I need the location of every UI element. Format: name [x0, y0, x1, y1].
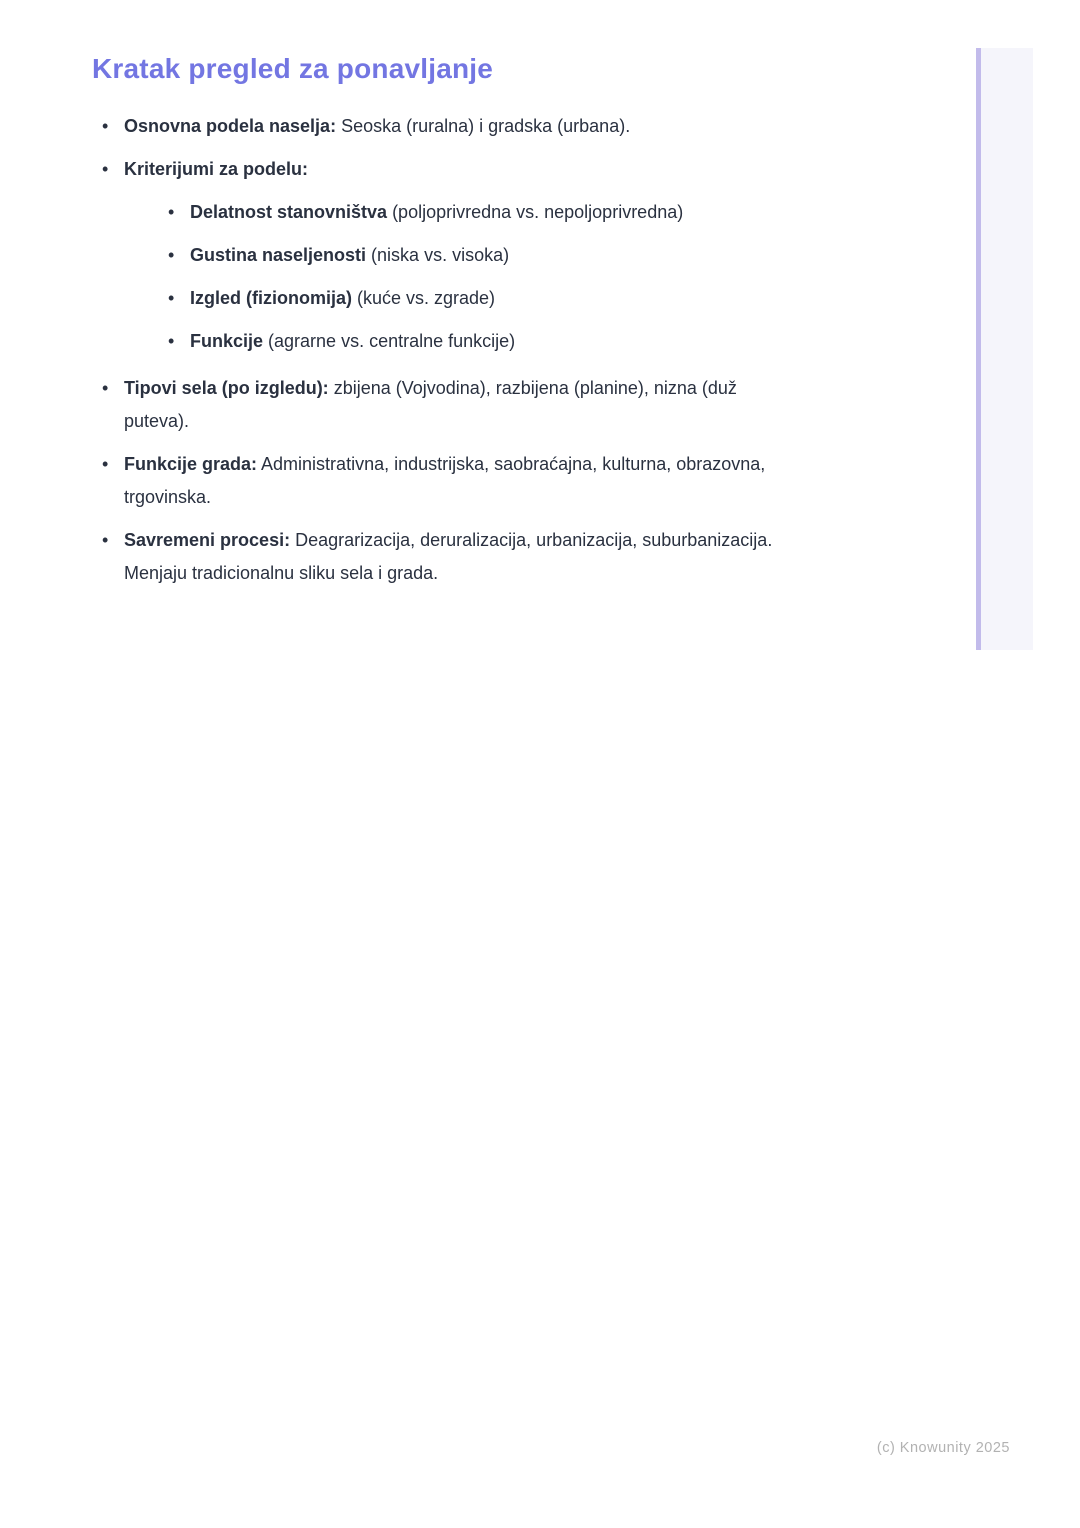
bullet-icon: •: [168, 202, 175, 222]
bullet-icon: •: [168, 245, 175, 265]
list-item-label: Savremeni procesi:: [124, 530, 291, 550]
sub-list-item-text: (niska vs. visoka): [366, 245, 510, 265]
list-item-text: Administrativna, industrijska, saobraćajna, kulturna, obrazovna, trgovinska.: [124, 454, 766, 507]
sub-list-item-label: Izgled (fizionomija): [190, 288, 352, 308]
bullet-icon: •: [102, 454, 109, 474]
page-title: Kratak pregled za ponavljanje: [92, 53, 494, 84]
sub-list: [158, 196, 790, 358]
list-item: [92, 524, 790, 590]
list-item: [92, 110, 790, 143]
sub-list-item-label: Funkcije: [190, 331, 264, 351]
right-accent-panel: [976, 48, 1033, 650]
list-item: [92, 153, 790, 358]
list-item-label: Funkcije grada:: [124, 454, 258, 474]
document-content: [92, 54, 790, 600]
list-item-text: Deagrarizacija, deruralizacija, urbanizacija, suburbanizacija. Menjaju tradicionalnu sliku sela i grada.: [124, 530, 773, 583]
list-item-text: zbijena (Vojvodina), razbijena (planine), nizna (duž puteva).: [124, 378, 737, 431]
sub-list-item: [158, 196, 790, 229]
bullet-icon: •: [102, 159, 109, 179]
list-item: [92, 372, 790, 438]
list-item-label: Osnovna podela naselja:: [124, 116, 337, 136]
sub-list-item: [158, 325, 790, 358]
sub-list-item-text: (agrarne vs. centralne funkcije): [263, 331, 516, 351]
sub-list-item: [158, 282, 790, 315]
sub-list-item-label: Delatnost stanovništva: [190, 202, 388, 222]
sub-list-item-text: (poljoprivredna vs. nepoljoprivredna): [387, 202, 684, 222]
bullet-icon: •: [168, 331, 175, 351]
sub-list-item-text: (kuće vs. zgrade): [352, 288, 496, 308]
sub-list-item-label: Gustina naseljenosti: [190, 245, 367, 265]
list-item-label: Kriterijumi za podelu:: [124, 159, 309, 179]
list-item-text: Seoska (ruralna) i gradska (urbana).: [336, 116, 631, 136]
list-item-label: Tipovi sela (po izgledu):: [124, 378, 329, 398]
footer-credit: (c) Knowunity 2025: [876, 1440, 1010, 1456]
bullet-icon: •: [102, 378, 109, 398]
bullet-icon: •: [102, 116, 109, 136]
list-item: [92, 448, 790, 514]
bullet-icon: •: [102, 530, 109, 550]
summary-list: [92, 110, 790, 590]
bullet-icon: •: [168, 288, 175, 308]
sub-list-item: [158, 239, 790, 272]
